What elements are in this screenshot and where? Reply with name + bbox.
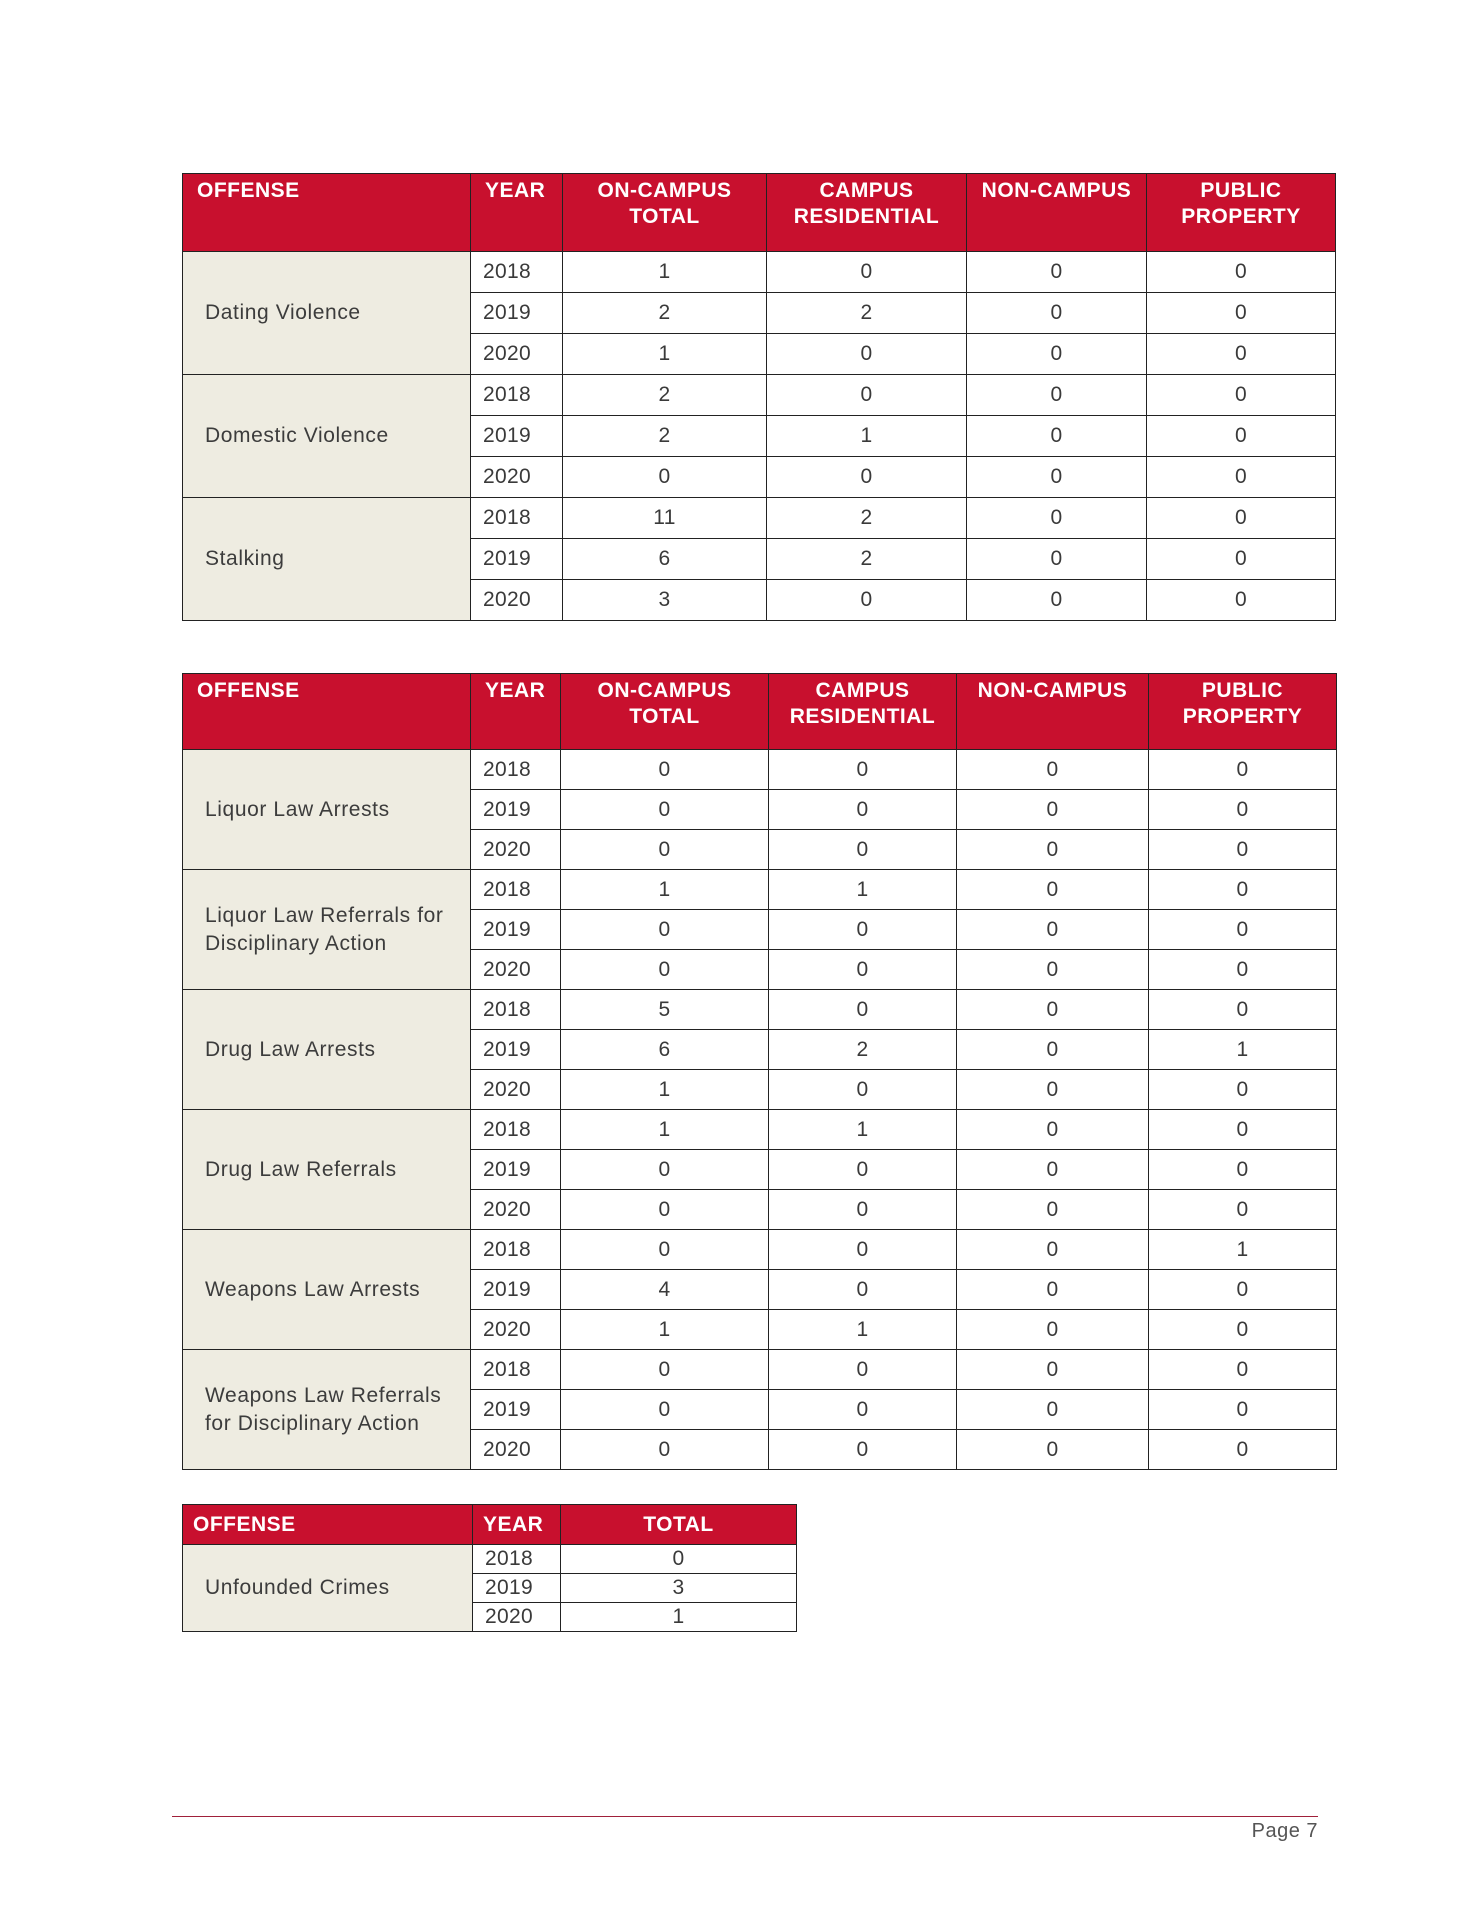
- year-cell: 2019: [471, 1150, 561, 1190]
- count-cell: 0: [1149, 1110, 1337, 1150]
- count-cell: 11: [563, 498, 767, 539]
- count-cell: 0: [967, 416, 1147, 457]
- count-cell: 0: [957, 870, 1149, 910]
- count-cell: 4: [561, 1270, 769, 1310]
- count-cell: 0: [957, 1110, 1149, 1150]
- count-cell: 1: [1149, 1030, 1337, 1070]
- table-row: [183, 1110, 1337, 1150]
- count-cell: 2: [767, 539, 967, 580]
- count-cell: 0: [1149, 1270, 1337, 1310]
- count-cell: 5: [561, 990, 769, 1030]
- count-cell: 0: [1149, 1190, 1337, 1230]
- year-cell: 2018: [471, 498, 563, 539]
- count-cell: 0: [1147, 252, 1336, 293]
- year-cell: 2019: [471, 1030, 561, 1070]
- count-cell: 0: [967, 498, 1147, 539]
- count-cell: 0: [967, 580, 1147, 621]
- header-public-property: PUBLIC PROPERTY: [1147, 174, 1336, 252]
- unfounded-crimes-table: [182, 1504, 797, 1632]
- header-year: YEAR: [471, 674, 561, 750]
- count-cell: 0: [1149, 950, 1337, 990]
- offense-label: Domestic Violence: [183, 375, 471, 498]
- count-cell: 0: [561, 1390, 769, 1430]
- count-cell: 0: [767, 252, 967, 293]
- year-cell: 2018: [471, 1350, 561, 1390]
- count-cell: 0: [769, 1070, 957, 1110]
- count-cell: 0: [1147, 580, 1336, 621]
- count-cell: 0: [1147, 416, 1336, 457]
- count-cell: 1: [769, 870, 957, 910]
- count-cell: 0: [561, 750, 769, 790]
- year-cell: 2020: [471, 950, 561, 990]
- count-cell: 1: [561, 1070, 769, 1110]
- offense-label: Unfounded Crimes: [183, 1545, 473, 1632]
- count-cell: 0: [1149, 1070, 1337, 1110]
- count-cell: 0: [769, 750, 957, 790]
- year-cell: 2019: [471, 293, 563, 334]
- header-offense: OFFENSE: [183, 174, 471, 252]
- count-cell: 2: [563, 416, 767, 457]
- count-cell: 1: [1149, 1230, 1337, 1270]
- count-cell: 1: [561, 1603, 797, 1632]
- table-row: [183, 375, 1336, 416]
- count-cell: 2: [767, 293, 967, 334]
- count-cell: 0: [957, 1390, 1149, 1430]
- count-cell: 0: [957, 1350, 1149, 1390]
- count-cell: 0: [1147, 457, 1336, 498]
- count-cell: 0: [957, 950, 1149, 990]
- count-cell: 0: [561, 790, 769, 830]
- count-cell: 0: [957, 1230, 1149, 1270]
- offense-label: Dating Violence: [183, 252, 471, 375]
- count-cell: 0: [769, 1190, 957, 1230]
- year-cell: 2019: [471, 790, 561, 830]
- year-cell: 2019: [471, 1270, 561, 1310]
- count-cell: 1: [561, 1110, 769, 1150]
- count-cell: 0: [1149, 830, 1337, 870]
- year-cell: 2020: [471, 1190, 561, 1230]
- year-cell: 2019: [471, 416, 563, 457]
- header-non-campus: NON-CAMPUS: [957, 674, 1149, 750]
- count-cell: 1: [769, 1310, 957, 1350]
- count-cell: 1: [561, 870, 769, 910]
- table-row: [183, 870, 1337, 910]
- header-offense: OFFENSE: [183, 1505, 473, 1545]
- table-row: [183, 750, 1337, 790]
- count-cell: 0: [1149, 1390, 1337, 1430]
- count-cell: 0: [769, 790, 957, 830]
- count-cell: 1: [561, 1310, 769, 1350]
- count-cell: 0: [1149, 990, 1337, 1030]
- year-cell: 2020: [471, 1430, 561, 1470]
- offense-label: Weapons Law Arrests: [183, 1230, 471, 1350]
- offense-label: Weapons Law Referrals for Disciplinary Action: [183, 1350, 471, 1470]
- count-cell: 0: [1149, 1310, 1337, 1350]
- count-cell: 0: [1147, 334, 1336, 375]
- year-cell: 2020: [471, 830, 561, 870]
- year-cell: 2018: [471, 1230, 561, 1270]
- count-cell: 0: [1147, 539, 1336, 580]
- count-cell: 0: [967, 457, 1147, 498]
- offense-label: Stalking: [183, 498, 471, 621]
- count-cell: 0: [1149, 750, 1337, 790]
- count-cell: 0: [957, 910, 1149, 950]
- count-cell: 0: [767, 580, 967, 621]
- count-cell: 0: [967, 334, 1147, 375]
- count-cell: 6: [563, 539, 767, 580]
- count-cell: 0: [769, 1430, 957, 1470]
- count-cell: 0: [957, 1150, 1149, 1190]
- count-cell: 0: [1147, 498, 1336, 539]
- count-cell: 0: [769, 1270, 957, 1310]
- table-row: [183, 1545, 797, 1574]
- count-cell: 0: [561, 1230, 769, 1270]
- count-cell: 0: [957, 790, 1149, 830]
- count-cell: 1: [563, 252, 767, 293]
- count-cell: 0: [957, 990, 1149, 1030]
- count-cell: 2: [767, 498, 967, 539]
- count-cell: 0: [1147, 293, 1336, 334]
- year-cell: 2018: [471, 375, 563, 416]
- year-cell: 2018: [471, 1110, 561, 1150]
- count-cell: 0: [1149, 870, 1337, 910]
- year-cell: 2019: [471, 1390, 561, 1430]
- crime-stats-table-2: [182, 673, 1337, 1470]
- header-public-property: PUBLIC PROPERTY: [1149, 674, 1337, 750]
- count-cell: 0: [561, 1190, 769, 1230]
- count-cell: 0: [1147, 375, 1336, 416]
- offense-label: Drug Law Referrals: [183, 1110, 471, 1230]
- count-cell: 0: [957, 1030, 1149, 1070]
- header-campus-residential: CAMPUS RESIDENTIAL: [767, 174, 967, 252]
- count-cell: 0: [561, 1430, 769, 1470]
- count-cell: 2: [563, 293, 767, 334]
- header-year: YEAR: [471, 174, 563, 252]
- page-number: Page 7: [1251, 1820, 1318, 1842]
- year-cell: 2018: [473, 1545, 561, 1574]
- count-cell: 0: [769, 1150, 957, 1190]
- footer-divider: [172, 1816, 1318, 1817]
- offense-label: Liquor Law Arrests: [183, 750, 471, 870]
- count-cell: 0: [1149, 1350, 1337, 1390]
- count-cell: 0: [957, 750, 1149, 790]
- count-cell: 6: [561, 1030, 769, 1070]
- count-cell: 0: [967, 252, 1147, 293]
- year-cell: 2018: [471, 750, 561, 790]
- count-cell: 0: [967, 375, 1147, 416]
- count-cell: 0: [767, 375, 967, 416]
- count-cell: 0: [769, 950, 957, 990]
- count-cell: 0: [769, 1230, 957, 1270]
- count-cell: 0: [769, 990, 957, 1030]
- count-cell: 0: [561, 1150, 769, 1190]
- count-cell: 2: [563, 375, 767, 416]
- table-row: [183, 252, 1336, 293]
- count-cell: 0: [561, 830, 769, 870]
- table-row: [183, 498, 1336, 539]
- count-cell: 0: [967, 539, 1147, 580]
- year-cell: 2019: [471, 539, 563, 580]
- count-cell: 0: [563, 457, 767, 498]
- count-cell: 0: [767, 334, 967, 375]
- table-row: [183, 1230, 1337, 1270]
- count-cell: 0: [769, 1390, 957, 1430]
- count-cell: 0: [957, 1070, 1149, 1110]
- year-cell: 2018: [471, 252, 563, 293]
- count-cell: 0: [769, 1350, 957, 1390]
- header-campus-residential: CAMPUS RESIDENTIAL: [769, 674, 957, 750]
- year-cell: 2020: [471, 457, 563, 498]
- header-year: YEAR: [473, 1505, 561, 1545]
- count-cell: 0: [1149, 1150, 1337, 1190]
- crime-stats-table-1: [182, 173, 1336, 621]
- offense-label: Liquor Law Referrals for Disciplinary Action: [183, 870, 471, 990]
- year-cell: 2020: [473, 1603, 561, 1632]
- count-cell: 0: [1149, 1430, 1337, 1470]
- year-cell: 2020: [471, 1070, 561, 1110]
- header-non-campus: NON-CAMPUS: [967, 174, 1147, 252]
- count-cell: 1: [563, 334, 767, 375]
- count-cell: 3: [563, 580, 767, 621]
- header-on-campus-total: ON-CAMPUS TOTAL: [563, 174, 767, 252]
- count-cell: 0: [957, 830, 1149, 870]
- count-cell: 0: [957, 1430, 1149, 1470]
- count-cell: 0: [957, 1190, 1149, 1230]
- year-cell: 2018: [471, 870, 561, 910]
- count-cell: 0: [769, 910, 957, 950]
- offense-label: Drug Law Arrests: [183, 990, 471, 1110]
- count-cell: 0: [957, 1310, 1149, 1350]
- year-cell: 2019: [473, 1574, 561, 1603]
- count-cell: 0: [767, 457, 967, 498]
- year-cell: 2020: [471, 1310, 561, 1350]
- count-cell: 0: [561, 1545, 797, 1574]
- count-cell: 0: [957, 1270, 1149, 1310]
- count-cell: 3: [561, 1574, 797, 1603]
- year-cell: 2020: [471, 334, 563, 375]
- table-row: [183, 1350, 1337, 1390]
- count-cell: 0: [561, 1350, 769, 1390]
- header-on-campus-total: ON-CAMPUS TOTAL: [561, 674, 769, 750]
- count-cell: 0: [561, 910, 769, 950]
- year-cell: 2020: [471, 580, 563, 621]
- count-cell: 0: [967, 293, 1147, 334]
- header-offense: OFFENSE: [183, 674, 471, 750]
- count-cell: 1: [769, 1110, 957, 1150]
- year-cell: 2019: [471, 910, 561, 950]
- table-row: [183, 990, 1337, 1030]
- count-cell: 2: [769, 1030, 957, 1070]
- count-cell: 0: [561, 950, 769, 990]
- count-cell: 0: [1149, 790, 1337, 830]
- count-cell: 1: [767, 416, 967, 457]
- year-cell: 2018: [471, 990, 561, 1030]
- header-total: TOTAL: [561, 1505, 797, 1545]
- count-cell: 0: [769, 830, 957, 870]
- count-cell: 0: [1149, 910, 1337, 950]
